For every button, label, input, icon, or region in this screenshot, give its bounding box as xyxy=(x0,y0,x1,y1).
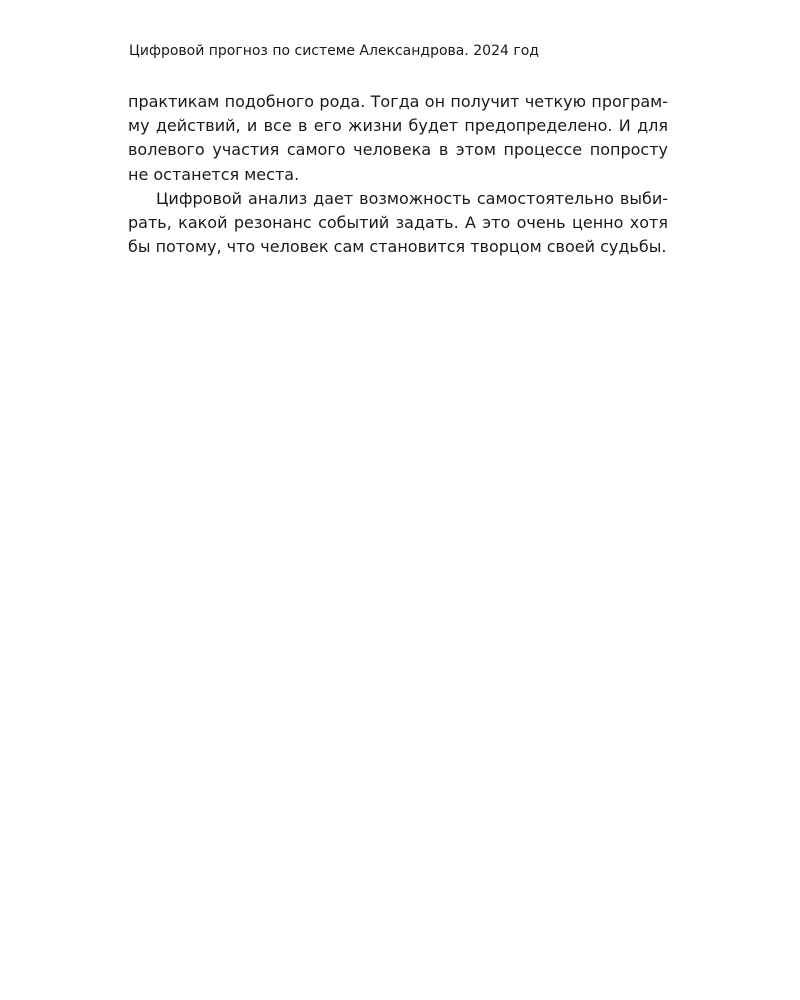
text-line: бы потому, что человек сам становится творцом своей судьбы. xyxy=(128,237,667,257)
paragraph-1 xyxy=(128,90,668,187)
running-header: Цифровой прогноз по системе Александрова. 2024 год xyxy=(129,43,539,59)
paragraph-2 xyxy=(128,187,668,260)
text-line: рать, какой резонанс событий задать. А это очень ценно хотя xyxy=(128,213,668,233)
text-line: Цифровой анализ дает возможность самостоятельно выби- xyxy=(156,188,668,208)
text-line: му действий, и все в его жизни будет предопределено. И для xyxy=(128,116,668,136)
text-line: волевого участия самого человека в этом процессе попросту xyxy=(128,140,668,160)
text-line: не останется места. xyxy=(128,164,300,184)
body-text xyxy=(128,90,668,259)
text-line: практикам подобного рода. Тогда он получит четкую програм- xyxy=(128,92,668,111)
